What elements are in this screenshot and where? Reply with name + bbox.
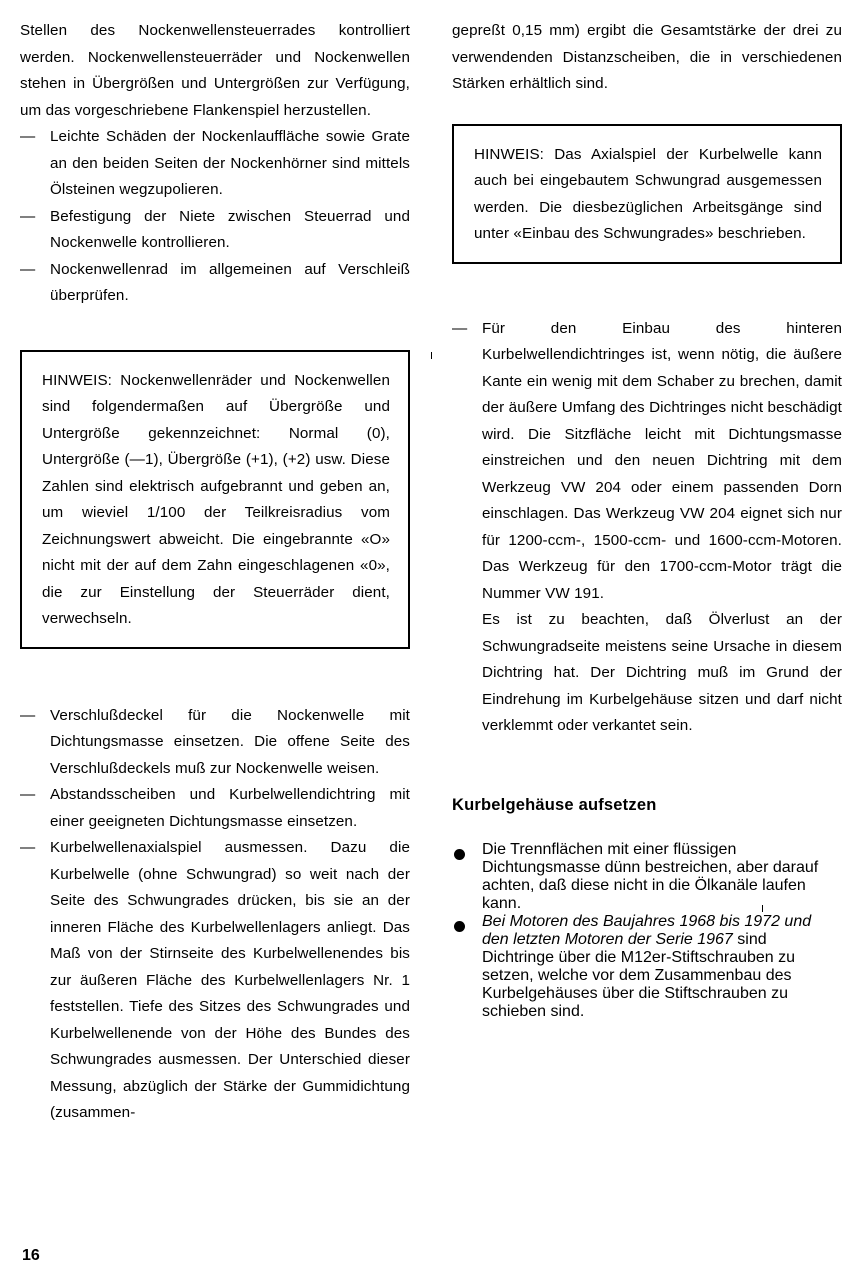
list-item-text: Nockenwellenrad im allgemeinen auf Verschleiß überprüfen.: [50, 260, 410, 304]
list-item: [20, 124, 410, 204]
list-item: [452, 316, 842, 608]
note-paragraph: [474, 142, 822, 248]
dash-marker: —: [452, 319, 468, 337]
page-number: 16: [22, 1247, 40, 1264]
list-item-text: Für den Einbau des hinteren Kurbelwellendichtringes ist, wenn nötig, die äußere Kante ein wenig mit dem Schaber zu brechen, damit der äußere Umfang des Dichtringes nicht beschädigt wird. Die Sitzfläche leicht mit Dichtungsmasse einstreichen und den neuen Dichtring mit dem Werkzeug VW 204 oder einem passenden Dorn einschlagen. Das Werkzeug VW 204 eignet sich nur für 1200-ccm-, 1500-ccm- und 1600-ccm-Motoren. Das Werkzeug für den 1700-ccm-Motor trägt die Nummer VW 191.: [482, 319, 842, 602]
bullet-text: sind Dichtringe über die M12er-Stiftschrauben zu setzen, welche vor dem Zusammenbau des Kurbelgehäuses über die Stiftschrauben zu schieben sind.: [482, 930, 796, 1020]
list-item-text: Befestigung der Niete zwischen Steuerrad und Nockenwelle kontrollieren.: [50, 207, 410, 251]
list-item: [20, 703, 410, 783]
continued-paragraph: gepreßt 0,15 mm) ergibt die Gesamtstärke der drei zu verwendenden Distanzscheiben, die in verschiedenen Stärken erhältlich sind.: [452, 22, 842, 92]
list-item: [20, 782, 410, 835]
right-column: [452, 18, 842, 1021]
intro-paragraph: Stellen des Nockenwellensteuerrades kontrolliert werden. Nockenwellensteuerräder und Nockenwellen stehen in Übergrößen und Untergrößen zur Verfügung, um das vorgeschriebene Flankenspiel herzustellen.: [20, 22, 410, 119]
note-text: Nockenwellenräder und Nockenwellen sind folgendermaßen auf Übergröße und Untergröße gekennzeichnet: Normal (0), Untergröße (—1), Übergröße (+1), (+2) usw. Diese Zahlen sind elektrisch aufgebrannt und geben an, um wieviel 1/100 der Teilkreisradius vom Zeichnungswert abweicht. Die eingebrannte «O» nicht mit der auf dem Zahn eingeschlagenen «0», die zur Einstellung der Steuerräder dient, verwechseln.: [42, 371, 390, 627]
bullet-dot-icon: [454, 849, 465, 860]
list-item: [20, 835, 410, 1127]
bullet-text: Die Trennflächen mit einer flüssigen Dichtungsmasse dünn bestreichen, aber darauf achten, daß diese nicht in die Ölkanäle laufen kann.: [482, 840, 819, 912]
dash-marker: —: [20, 786, 36, 803]
after-dash-paragraph: Es ist zu beachten, daß Ölverlust an der Schwungradseite meistens seine Ursache in diesem Dichtring hat. Der Dichtring muß im Grund der Eindrehung im Kurbelgehäuse sitzen und darf nicht verklemmt oder verkantet sein.: [482, 611, 842, 734]
dash-marker: —: [20, 207, 36, 225]
hinweis-note-box-left: [20, 350, 410, 649]
bullet-item: [452, 913, 842, 1021]
hinweis-note-box-right: [452, 124, 842, 264]
registration-mark: [762, 905, 763, 912]
dash-marker: —: [20, 128, 36, 145]
left-column: [20, 18, 410, 1127]
list-item-text: Leichte Schäden der Nockenlauffläche sowie Grate an den beiden Seiten der Nockenhörner sind mittels Ölsteinen wegzupolieren.: [50, 128, 410, 198]
list-item: [20, 257, 410, 310]
note-paragraph: [42, 368, 390, 633]
dash-marker: —: [20, 260, 36, 278]
note-label: HINWEIS:: [42, 371, 112, 389]
registration-mark: [431, 352, 432, 359]
dash-marker: —: [20, 706, 36, 724]
dash-marker: —: [20, 839, 36, 856]
bullet-text-italic: Bei Motoren des Baujahres 1968 bis 1972 und den letzten Motoren der Serie 1967: [482, 912, 812, 948]
list-item-text: Abstandsscheiben und Kurbelwellendichtring mit einer geeigneten Dichtungsmasse einsetzen.: [50, 786, 410, 830]
note-text: Das Axialspiel der Kurbelwelle kann auch bei eingebautem Schwungrad ausgemessen werden. Die diesbezüglichen Arbeitsgänge sind unter «Einbau des Schwungrades» beschrieben.: [474, 145, 822, 242]
list-item-text: Kurbelwellenaxialspiel ausmessen. Dazu die Kurbelwelle (ohne Schwungrad) so weit nach der Seite des Schwungrades drücken, bis sie an der inneren Fläche des Kurbelwellenlagers anliegt. Das Maß von der Stirnseite des Kurbelwellenendes bis zur äußeren Fläche des Kurbelwellenlagers Nr. 1 feststellen. Tiefe des Sitzes des Schwungrades und Kurbelwellenende von der Höhe des Bundes des Schwungrades ausmessen. Der Unterschied dieser Messung, abzüglich der Stärke der Gummidichtung (zusammen-: [50, 839, 410, 1121]
list-item-text: Verschlußdeckel für die Nockenwelle mit Dichtungsmasse einsetzen. Die offene Seite des Verschlußdeckels muß zur Nockenwelle weisen.: [50, 706, 410, 777]
bullet-dot-icon: [454, 921, 465, 932]
section-heading: Kurbelgehäuse aufsetzen: [452, 795, 657, 814]
note-label: HINWEIS:: [474, 145, 544, 163]
list-item: [20, 204, 410, 257]
bullet-item: [452, 841, 842, 913]
